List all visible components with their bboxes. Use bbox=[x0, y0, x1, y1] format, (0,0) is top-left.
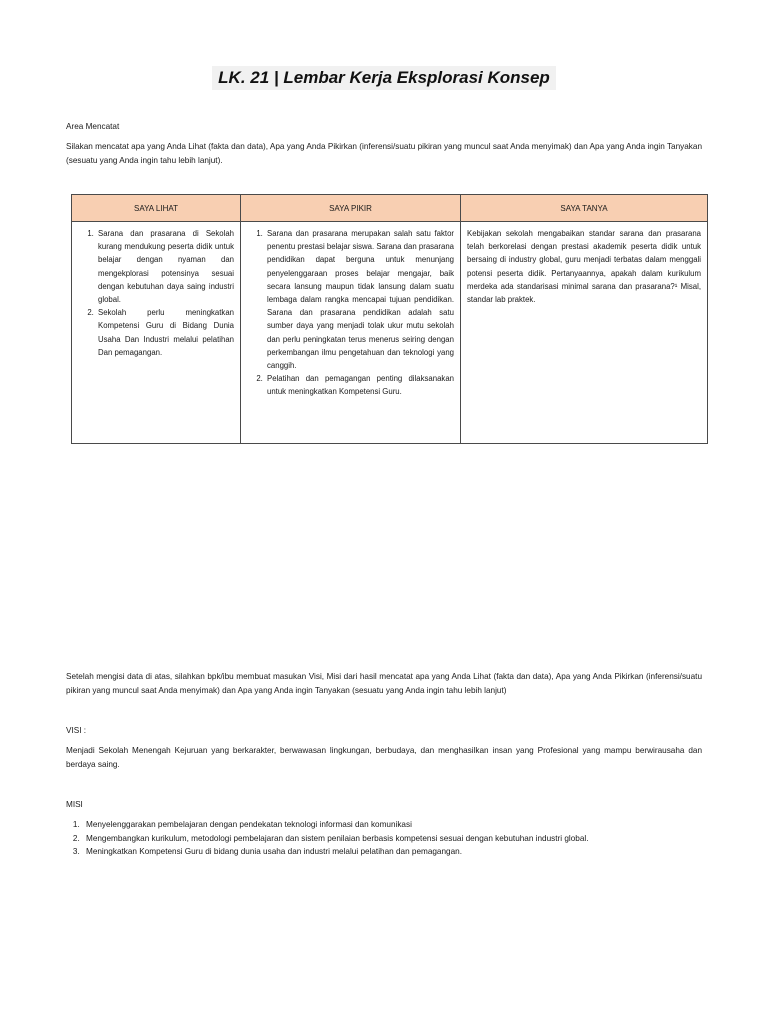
area-heading: Area Mencatat bbox=[66, 122, 120, 131]
notes-table bbox=[71, 194, 708, 444]
tanya-text: Kebijakan sekolah mengabaikan standar sarana dan prasarana telah berkorelasi dengan prestasi akademik peserta didik untuk bersaing di industry global, guru menjadi terbatas dalam menggali potensi peserta didik. Pertanyaannya, apakah dalam kurikulum merdeka ada standarisasi minimal sarana dan prasarana?¹ Misal, standar lab praktek. bbox=[467, 229, 701, 305]
header-saya-tanya: SAYA TANYA bbox=[461, 195, 708, 222]
list-item: 2. Pelatihan dan pemagangan penting dilaksanakan untuk meningkatkan Kompetensi Guru. bbox=[265, 372, 454, 398]
cell-saya-tanya bbox=[461, 222, 708, 444]
table-header-row bbox=[72, 195, 708, 222]
cell-saya-pikir bbox=[241, 222, 461, 444]
header-saya-lihat: SAYA LIHAT bbox=[72, 195, 241, 222]
visi-text: Menjadi Sekolah Menengah Kejuruan yang berkarakter, berwawasan lingkungan, berbudaya, dan menghasilkan insan yang Profesional yang mampu berwirausaha dan berdaya saing. bbox=[66, 746, 702, 769]
list-item: 2. Mengembangkan kurikulum, metodologi pembelajaran dan sistem penilaian berbasis kompetensi sesuai dengan kebutuhan industri global. bbox=[82, 832, 702, 846]
instructions-paragraph: Silakan mencatat apa yang Anda Lihat (fakta dan data), Apa yang Anda Pikirkan (inferensi/suatu pikiran yang muncul saat Anda menyimak) dan Apa yang Anda ingin Tanyakan (sesuatu yang Anda ingin tahu lebih lanjut). bbox=[66, 142, 702, 165]
misi-list bbox=[66, 818, 702, 859]
lihat-list bbox=[78, 227, 234, 359]
after-paragraph: Setelah mengisi data di atas, silahkan bpk/ibu membuat masukan Visi, Misi dari hasil mencatat apa yang Anda Lihat (fakta dan data), Apa yang Anda Pikirkan (inferensi/suatu pikiran yang muncul saat Anda menyimak) dan Apa yang Anda ingin Tanyakan (sesuatu yang Anda ingin tahu lebih lanjut) bbox=[66, 672, 702, 695]
header-saya-pikir: SAYA PIKIR bbox=[241, 195, 461, 222]
page-title: LK. 21 | Lembar Kerja Eksplorasi Konsep bbox=[212, 66, 556, 90]
pikir-list bbox=[247, 227, 454, 399]
misi-section bbox=[66, 818, 702, 859]
title-wrap bbox=[0, 66, 768, 90]
cell-saya-lihat bbox=[72, 222, 241, 444]
table-row bbox=[72, 222, 708, 444]
list-item: 1. Sarana dan prasarana di Sekolah kurang mendukung peserta didik untuk belajar dengan nyaman dan mengekplorasi potensinya sesuai dengan kebutuhan daya saing industri global. bbox=[96, 227, 234, 306]
misi-heading: MISI bbox=[66, 800, 83, 809]
list-item: 1. Menyelenggarakan pembelajaran dengan pendekatan teknologi informasi dan komunikasi bbox=[82, 818, 702, 832]
list-item: 2. Sekolah perlu meningkatkan Kompetensi Guru di Bidang Dunia Usaha Dan Industri melalui pelatihan Dan pemagangan. bbox=[96, 306, 234, 359]
visi-heading: VISI : bbox=[66, 726, 87, 735]
list-item: 3. Meningkatkan Kompetensi Guru di bidang dunia usaha dan industri melalui pelatihan dan pemagangan. bbox=[82, 845, 702, 859]
list-item: 1. Sarana dan prasarana merupakan salah satu faktor penentu prestasi belajar siswa. Sarana dan prasarana pendidikan dapat berguna untuk menunjang penyelenggaraan proses belajar mengajar, baik secara lansung maupun tidak lansung dalam suatu lembaga dalam rangka mencapai tujuan pendidikan. Sarana dan prasarana pendidikan adalah satu sumber daya yang menjadi tolak ukur mutu sekolah dan perlu peningkatan terus menerus seiring dengan perkembangan ilmu pengetahuan dan teknologi yang canggih. bbox=[265, 227, 454, 372]
